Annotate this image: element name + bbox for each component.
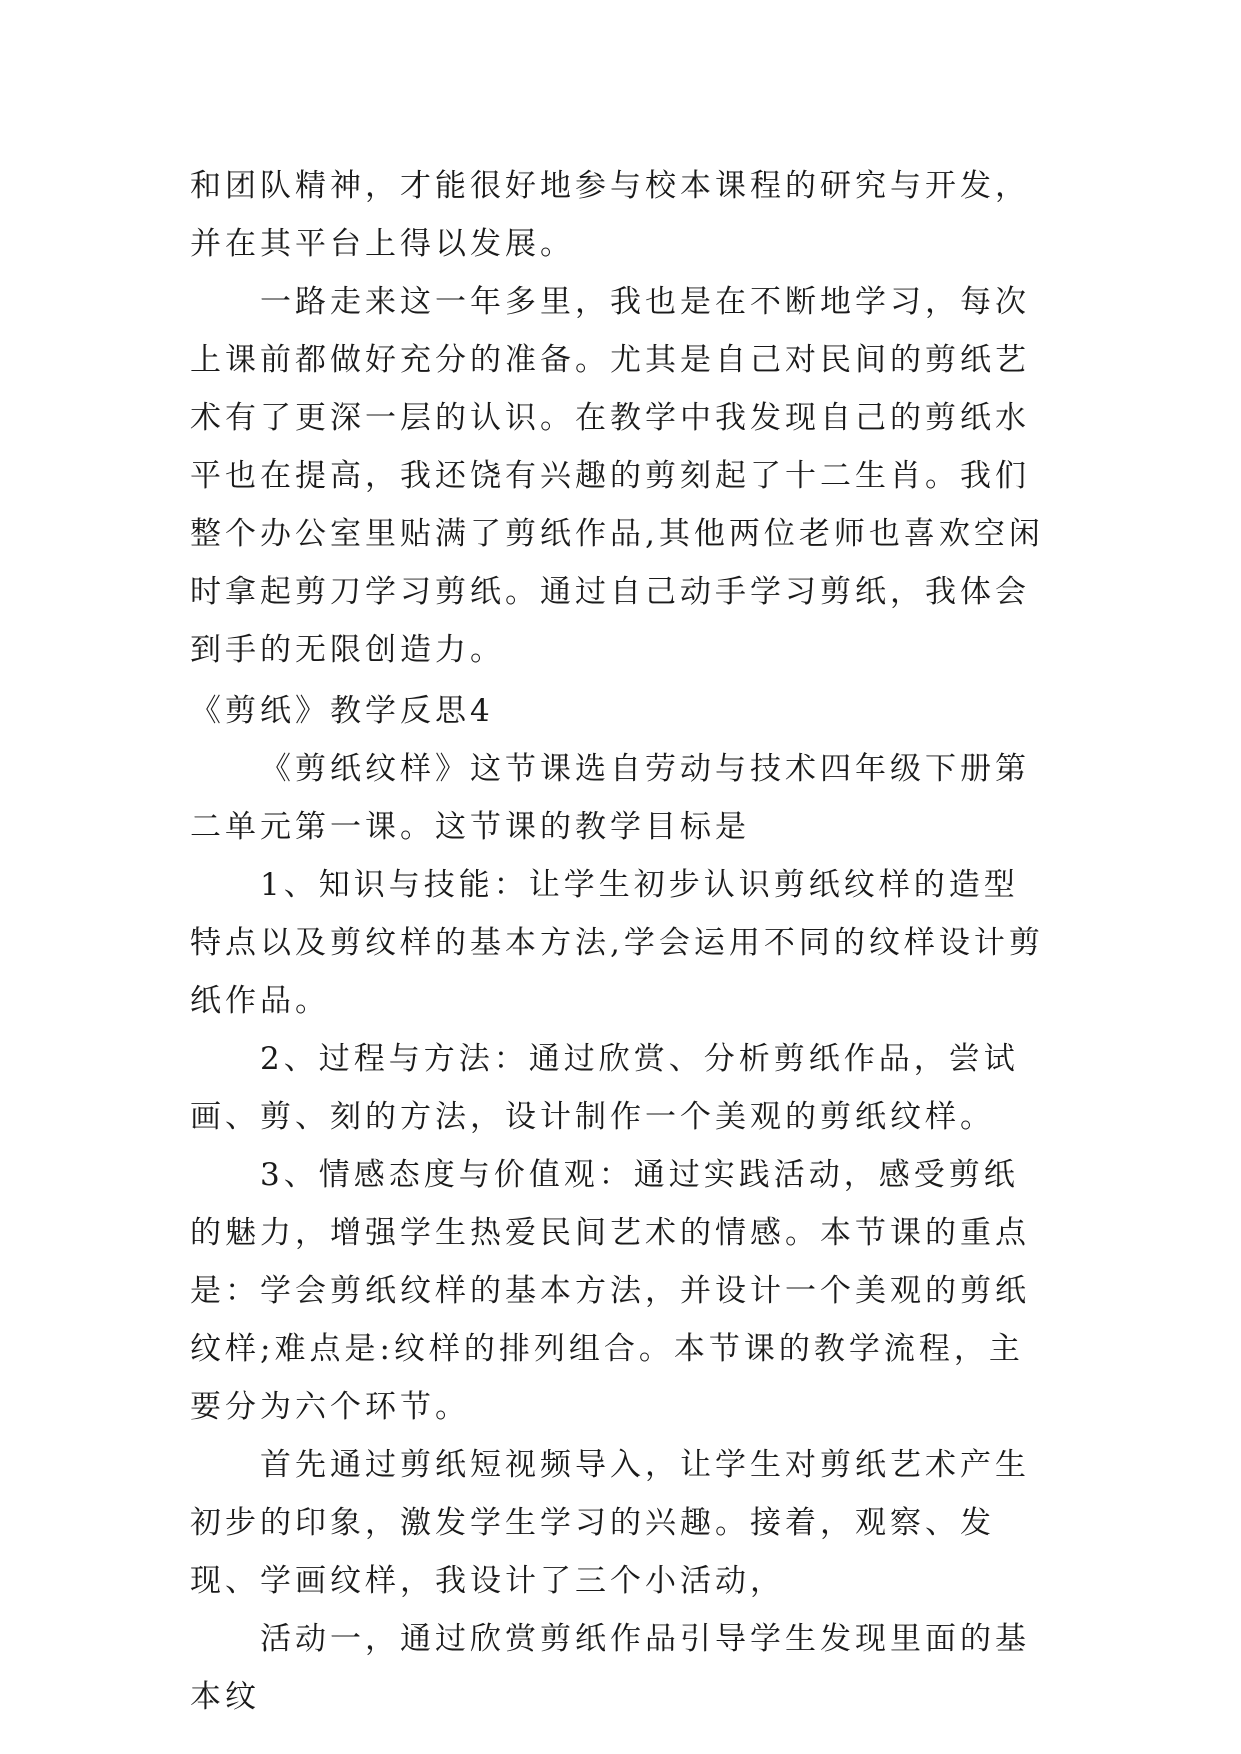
paragraph-continued: 和团队精神，才能很好地参与校本课程的研究与开发，并在其平台上得以发展。: [190, 168, 1030, 262]
paragraph-process: 首先通过剪纸短视频导入，让学生对剪纸艺术产生初步的印象，激发学生学习的兴趣。接着，观察、发现、学画纹样，我设计了三个小活动，: [190, 1447, 1030, 1599]
paragraph-goal-2: 2、过程与方法：通过欣赏、分析剪纸作品，尝试画、剪、刻的方法，设计制作一个美观的剪纸纹样。: [190, 1041, 1019, 1135]
paragraph-intro: 《剪纸纹样》这节课选自劳动与技术四年级下册第二单元第一课。这节课的教学目标是: [190, 751, 1030, 845]
section-reflection-4: [190, 682, 1050, 1726]
paragraph-goal-3: 3、情感态度与价值观：通过实践活动，感受剪纸的魅力，增强学生热爱民间艺术的情感。本节课的重点是：学会剪纸纹样的基本方法，并设计一个美观的剪纸纹样;难点是:纹样的排列组合。本节课的教学流程，主要分为六个环节。: [190, 1157, 1030, 1425]
paragraph-reflection: 一路走来这一年多里，我也是在不断地学习，每次上课前都做好充分的准备。尤其是自己对民间的剪纸艺术有了更深一层的认识。在教学中我发现自己的剪纸水平也在提高，我还饶有兴趣的剪刻起了十二生肖。我们整个办公室里贴满了剪纸作品,其他两位老师也喜欢空闲时拿起剪刀学习剪纸。通过自己动手学习剪纸，我体会到手的无限创造力。: [190, 284, 1044, 668]
section-continuation: [190, 157, 1050, 679]
paragraph-goal-1: 1、知识与技能：让学生初步认识剪纸纹样的造型特点以及剪纹样的基本方法,学会运用不同的纹样设计剪纸作品。: [190, 867, 1044, 1019]
paragraph-activity-1: 活动一，通过欣赏剪纸作品引导学生发现里面的基本纹: [190, 1621, 1030, 1715]
section-heading: 《剪纸》教学反思4: [190, 693, 494, 729]
